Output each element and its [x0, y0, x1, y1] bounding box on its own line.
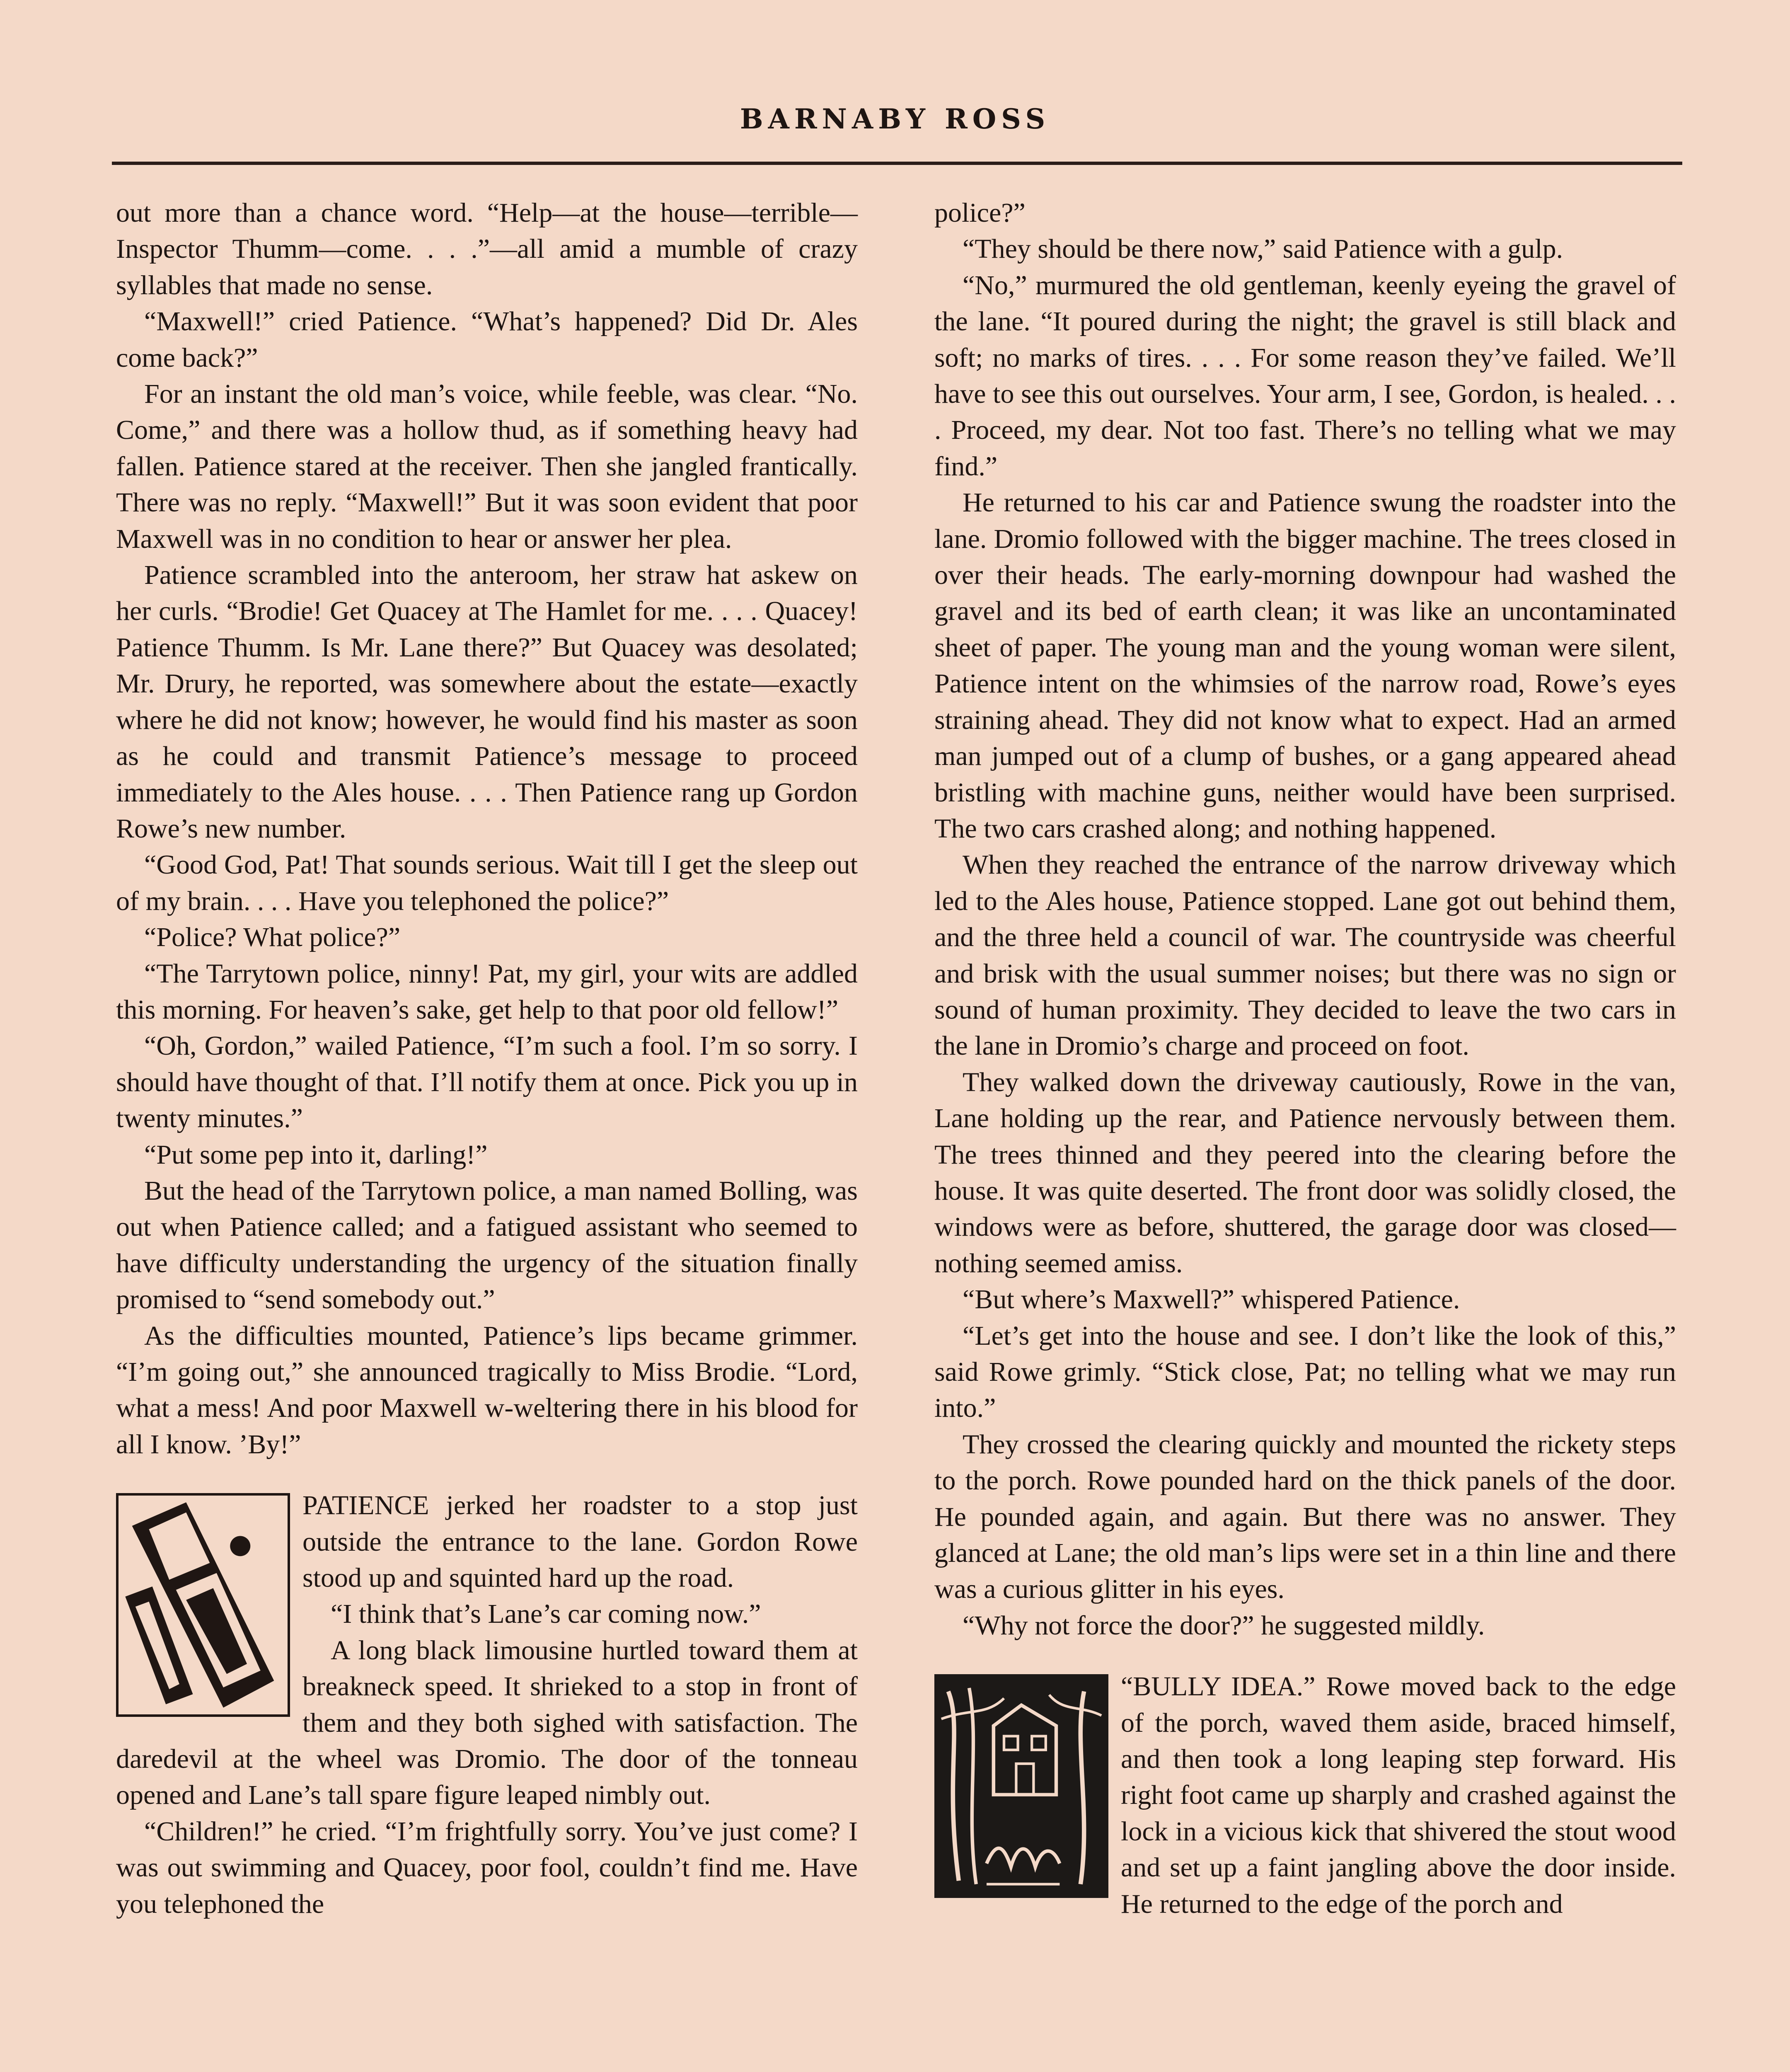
- left-column: [116, 195, 858, 1922]
- paragraph: When they reached the entrance of the narrow driveway which led to the Ales house, Patience stopped. Lane got out behind them, and the three held a council of war. The countryside was cheerful and brisk with the usual summer noises; but there was no sign or sound of human proximity. They decided to leave the two cars in the lane in Dromio’s charge and proceed on foot.: [934, 850, 1676, 1061]
- paragraph: “Let’s get into the house and see. I don’t like the look of this,” said Rowe grimly. “Stick close, Pat; no telling what we may run into.”: [934, 1320, 1676, 1423]
- paragraph: police?”: [934, 198, 1026, 228]
- paragraph: “No,” murmured the old gentleman, keenly eyeing the gravel of the lane. “It poured during the night; the gravel is still black and soft; no marks of tires. . . . For some reason they’ve failed. We’ll have to see this out ourselves. Your arm, I see, Gordon, is healed. . . . Proceed, my dear. Not too fast. There’s no telling what we may find.”: [934, 270, 1676, 482]
- paragraph: “Oh, Gordon,” wailed Patience, “I’m such a fool. I’m so sorry. I should have thought of that. I’ll notify them at once. Pick you up in twenty minutes.”: [116, 1031, 858, 1134]
- paragraph: “Maxwell!” cried Patience. “What’s happened? Did Dr. Ales come back?”: [116, 306, 858, 373]
- paragraph: “Children!” he cried. “I’m frightfully sorry. You’ve just come? I was out swimming and Quacey, poor fool, couldn’t find me. Have you telephoned the: [116, 1816, 858, 1919]
- section-lead-paragraph: PATIENCE jerked her roadster to a stop just outside the entrance to the lane. Gordon Rowe stood up and squinted hard up the road.: [302, 1490, 858, 1593]
- paragraph: “The Tarrytown police, ninny! Pat, my girl, your wits are addled this morning. For heaven’s sake, get help to that poor old fellow!”: [116, 958, 858, 1025]
- house-illustration: [934, 1674, 1108, 1898]
- right-column: [934, 195, 1676, 1922]
- paragraph: Patience scrambled into the anteroom, her straw hat askew on her curls. “Brodie! Get Quacey at The Hamlet for me. . . . Quacey! Patience Thumm. Is Mr. Lane there?” But Quacey was desolated; Mr. Drury, he reported, was somewhere about the estate—exactly where he did not know; however, he would find his master as soon as he could and transmit Patience’s message to proceed immediately to the Ales house. . . . Then Patience rang up Gordon Rowe’s new number.: [116, 560, 858, 844]
- running-header: BARNABY ROSS: [740, 103, 1050, 135]
- paragraph: But the head of the Tarrytown police, a man named Bolling, was out when Patience called; and a fatigued assistant who seemed to have difficulty understanding the urgency of the situation finally promised to “send somebody out.”: [116, 1175, 858, 1315]
- paragraph: They walked down the driveway cautiously, Rowe in the van, Lane holding up the rear, and Patience nervously between them. The trees thinned and they peered into the clearing before the house. It was quite deserted. The front door was solidly closed, the windows were as before, shuttered, the garage door was closed—nothing seemed amiss.: [934, 1067, 1676, 1278]
- paragraph: “They should be there now,” said Patience with a gulp.: [963, 234, 1563, 264]
- paragraph: “Put some pep into it, darling!”: [144, 1139, 488, 1170]
- car-illustration: [116, 1493, 290, 1717]
- paragraph: They crossed the clearing quickly and mounted the rickety steps to the porch. Rowe pounded hard on the thick panels of the door. He pounded again, and again. But there was no answer. They glanced at Lane; the old man’s lips were set in a thin line and there was a curious glitter in his eyes.: [934, 1429, 1676, 1605]
- paragraph: “But where’s Maxwell?” whispered Patience.: [963, 1284, 1460, 1315]
- paragraph: “I think that’s Lane’s car coming now.”: [331, 1599, 761, 1629]
- paragraph: out more than a chance word. “Help—at the house—terrible—Inspector Thumm—come. . . .”—all amid a mumble of crazy syllables that made no sense.: [116, 198, 858, 300]
- paragraph: As the difficulties mounted, Patience’s lips became grimmer. “I’m going out,” she announced tragically to Miss Brodie. “Lord, what a mess! And poor Maxwell w-weltering there in his blood for all I know. ’By!”: [116, 1320, 858, 1460]
- section-lead-paragraph: “BULLY IDEA.” Rowe moved back to the edge of the porch, waved them aside, braced himself, and then took a long leaping step forward. His right foot came up sharply and crashed against the lock in a vicious kick that shivered the stout wood and set up a faint jangling above the door inside. He returned to the edge of the porch and: [1121, 1671, 1676, 1919]
- paragraph: A long black limousine hurtled toward them at breakneck speed. It shrieked to a stop in front of them and they both sighed with satisfaction. The daredevil at the wheel was Dromio. The door of the tonneau opened and Lane’s tall spare figure leaped nimbly out.: [116, 1635, 858, 1811]
- header-rule: [112, 162, 1682, 165]
- paragraph: “Police? What police?”: [144, 922, 401, 953]
- paragraph: “Why not force the door?” he suggested mildly.: [963, 1610, 1485, 1641]
- paragraph: He returned to his car and Patience swung the roadster into the lane. Dromio followed with the bigger machine. The trees closed in over their heads. The early-morning downpour had washed the gravel and its bed of earth clean; it was like an uncontaminated sheet of paper. The young man and the young woman were silent, Patience intent on the whimsies of the narrow road, Rowe’s eyes straining ahead. They did not know what to expect. Had an armed man jumped out of a clump of bushes, or a gang appeared ahead bristling with machine guns, neither would have been surprised. The two cars crashed along; and nothing happened.: [934, 487, 1676, 844]
- paragraph: For an instant the old man’s voice, while feeble, was clear. “No. Come,” and there was a hollow thud, as if something heavy had fallen. Patience stared at the receiver. Then she jangled frantically. There was no reply. “Maxwell!” But it was soon evident that poor Maxwell was in no condition to hear or answer her plea.: [116, 379, 858, 554]
- paragraph: “Good God, Pat! That sounds serious. Wait till I get the sleep out of my brain. . . . Have you telephoned the police?”: [116, 850, 858, 916]
